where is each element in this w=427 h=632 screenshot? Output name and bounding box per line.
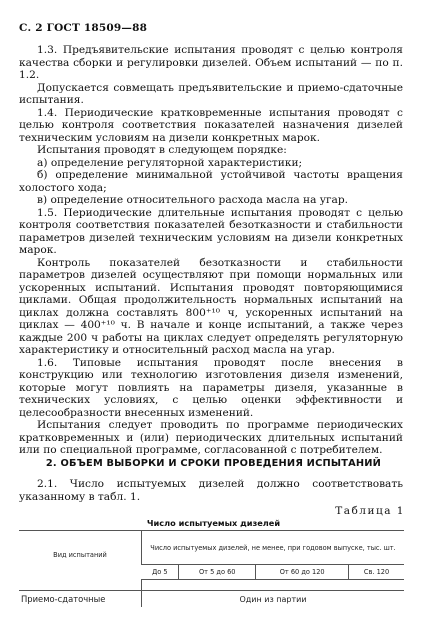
section-paragraph-wrap bbox=[19, 478, 403, 503]
page-header: С. 2 ГОСТ 18509—88 bbox=[19, 22, 148, 34]
paragraph-1-4: 1.4. Периодические кратковременные испытания проводят с целью контроля соответствия показателей назначения дизелей техническим условиям на дизели конкретных марок. bbox=[19, 106, 403, 144]
paragraph-1-5: 1.5. Периодические длительные испытания проводят с целью контроля соответствия показателей безотказности и стабильности параметров дизелей техническим условиям на дизели конкретных марок. bbox=[19, 206, 403, 256]
paragraph-control: Контроль показателей безотказности и стабильности параметров дизелей осуществляют при помощи нормальных или ускоренных испытаний. Испытания проводят повторяющимися циклами. Общая продолжительность нормальных испытаний на циклах должна составлять 800⁺¹⁰ ч, ускоренных испытаний на циклах — 400⁺¹⁰ ч. В начале и конце испытаний, а также через каждые 200 ч работы на циклах следует определять регуляторную характеристику и относительный расход масла на угар. bbox=[19, 256, 403, 356]
table-row bbox=[19, 591, 404, 608]
spacer-cell bbox=[142, 580, 405, 591]
col-header-sub: Св. 120 bbox=[349, 565, 404, 580]
table-caption: Число испытуемых дизелей bbox=[146, 518, 281, 528]
paragraph-2-1: 2.1. Число испытуемых дизелей должно соответствовать указанному в табл. 1. bbox=[19, 478, 403, 503]
samples-table bbox=[19, 530, 404, 607]
list-item-c: в) определение относительного расхода масла на угар. bbox=[37, 194, 349, 206]
paragraph-combine: Допускается совмещать предъявительские и приемо-сдаточные испытания. bbox=[19, 81, 403, 106]
paragraph-1-6: 1.6. Типовые испытания проводят после внесения в конструкцию или технологию изготовления дизеля изменений, которые могут повлиять на параметры дизеля, указанные в технических условиях, с целью оценки эффективности и целесообразности внесенных изменений. bbox=[19, 356, 403, 419]
table-spacer-row bbox=[19, 580, 404, 591]
body-text bbox=[19, 44, 403, 457]
paragraph-order: Испытания проводят в следующем порядке: bbox=[37, 144, 287, 156]
list-item-a: а) определение регуляторной характеристики; bbox=[37, 156, 303, 169]
col-header-sub: От 60 до 120 bbox=[256, 565, 349, 580]
section-title: 2. ОБЪЕМ ВЫБОРКИ И СРОКИ ПРОВЕДЕНИЯ ИСПЫТАНИЙ bbox=[45, 458, 382, 469]
row-type-cell: Приемо-сдаточные bbox=[21, 594, 106, 604]
paragraph-program: Испытания следует проводить по программе периодических кратковременных и (или) периодических длительных испытаний или по специальной программе, согласованной с потребителем. bbox=[19, 419, 403, 456]
list-item-b: б) определение минимальной устойчивой частоты вращения холостого хода; bbox=[19, 169, 403, 194]
table-label: Таблица 1 bbox=[335, 505, 405, 517]
paragraph-1-3: 1.3. Предъявительские испытания проводят с целью контроля качества сборки и регулировки дизелей. Объем испытаний — по п. 1.2. bbox=[19, 44, 403, 81]
table-header-row bbox=[19, 531, 404, 565]
spacer-cell bbox=[19, 580, 142, 591]
col-header-sub: От 5 до 60 bbox=[179, 565, 256, 580]
col-header-group: Число испытуемых дизелей, не менее, при годовом выпуске, тыс. шт. bbox=[142, 531, 405, 565]
col-header-sub: До 5 bbox=[142, 565, 179, 580]
row-value-cell: Один из партии bbox=[142, 591, 405, 608]
col-header-type: Вид испытаний bbox=[19, 531, 142, 580]
